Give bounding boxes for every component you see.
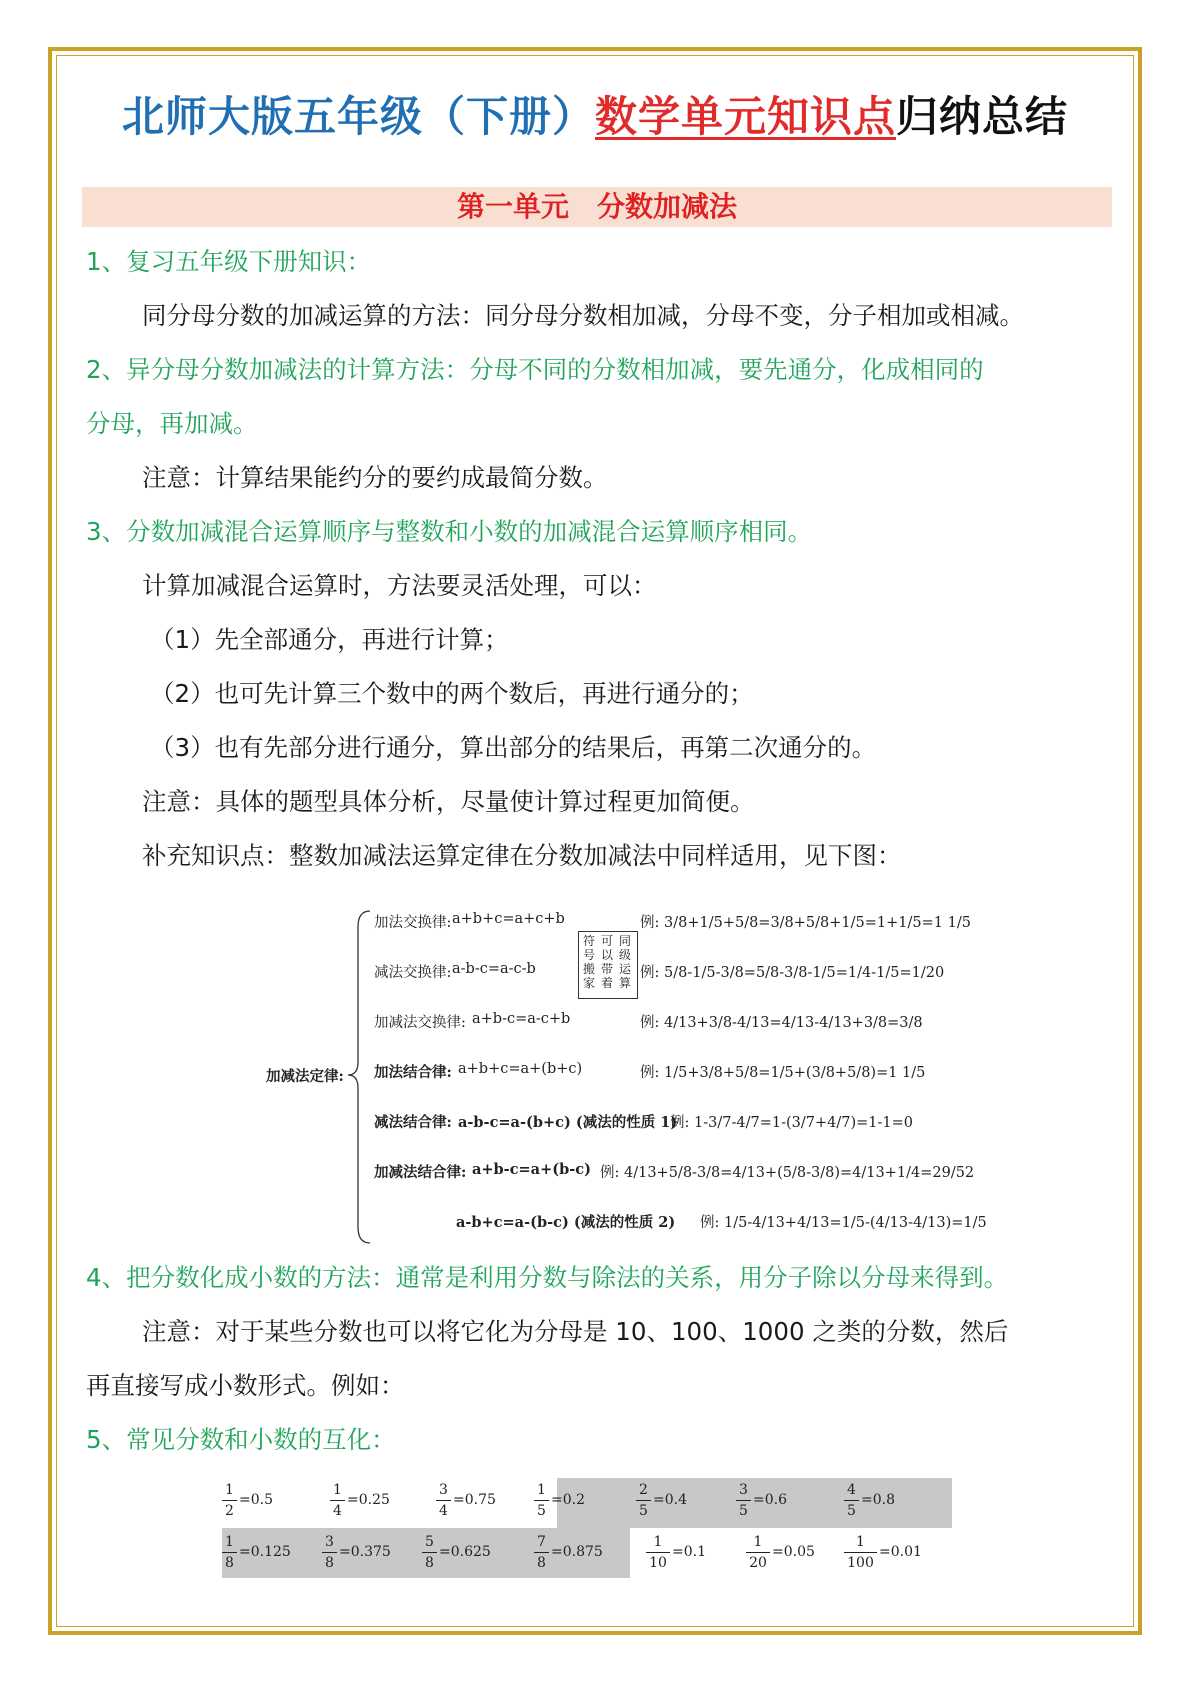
numerator: 1 — [330, 1480, 345, 1501]
numerator: 1 — [534, 1480, 549, 1501]
fraction — [844, 1532, 877, 1573]
section-5-heading: 5、常见分数和小数的互化： — [86, 1425, 396, 1454]
law-formula-3: a+b+c=a+(b+c) — [458, 1061, 583, 1077]
numerator: 3 — [322, 1532, 337, 1553]
law-formula-0: a+b+c=a+c+b — [452, 911, 565, 927]
law-name-0: 加法交换律: — [374, 915, 452, 931]
numerator: 1 — [222, 1480, 237, 1501]
decimal-value: =0.01 — [879, 1544, 922, 1560]
section-3-note: 注意：具体的题型具体分析，尽量使计算过程更加简便。 — [142, 787, 755, 816]
law-example-1: 例: 5/8-1/5-3/8=5/8-3/8-1/5=1/4-1/5=1/20 — [640, 965, 945, 981]
numerator: 4 — [844, 1480, 859, 1501]
law-name-2: 加减法交换律: — [374, 1015, 466, 1031]
fraction — [746, 1532, 770, 1573]
law-formula-5: a+b-c=a+(b-c) — [472, 1161, 591, 1178]
section-3-supplement: 补充知识点：整数加减法运算定律在分数加减法中同样适用，见下图： — [142, 841, 902, 870]
note-box-col-1: 符号搬家 — [582, 934, 595, 990]
law-formula-6: a-b+c=a-(b-c) (减法的性质 2) — [456, 1214, 676, 1231]
decimal-value: =0.375 — [339, 1544, 391, 1560]
numerator: 2 — [636, 1480, 651, 1501]
decimal-value: =0.875 — [551, 1544, 603, 1560]
section-1-text: 同分母分数的加减运算的方法：同分母分数相加减，分母不变，分子相加或相减。 — [142, 301, 1024, 330]
fraction — [422, 1532, 437, 1573]
section-4-note-line-2: 再直接写成小数形式。例如： — [86, 1371, 405, 1400]
law-formula-1: a-b-c=a-c-b — [452, 961, 536, 977]
fraction — [222, 1532, 237, 1573]
denominator: 8 — [425, 1555, 434, 1571]
denominator: 4 — [333, 1503, 342, 1519]
law-example-6: 例: 1/5-4/13+4/13=1/5-(4/13-4/13)=1/5 — [700, 1215, 987, 1231]
fraction — [534, 1480, 549, 1521]
section-2-line-1: 2、异分母分数加减法的计算方法：分母不同的分数相加减，要先通分，化成相同的 — [86, 355, 984, 384]
denominator: 8 — [325, 1555, 334, 1571]
numerator: 5 — [422, 1532, 437, 1553]
fraction — [646, 1532, 670, 1573]
law-name-1: 减法交换律: — [374, 965, 452, 981]
fraction — [330, 1480, 345, 1521]
title-part-grade: 北师大版五年级（下册） — [121, 92, 595, 141]
section-3-intro: 计算加减混合运算时，方法要灵活处理，可以： — [142, 571, 657, 600]
law-example-2: 例: 4/13+3/8-4/13=4/13-4/13+3/8=3/8 — [640, 1015, 923, 1031]
page-title — [0, 84, 1190, 144]
numerator: 1 — [646, 1532, 670, 1553]
decimal-value: =0.4 — [653, 1492, 687, 1508]
section-2-line-2: 分母，再加减。 — [86, 409, 258, 438]
numerator: 1 — [222, 1532, 237, 1553]
section-4-note-line-1: 注意：对于某些分数也可以将它化为分母是 10、100、1000 之类的分数，然后 — [142, 1317, 1009, 1346]
law-example-3: 例: 1/5+3/8+5/8=1/5+(3/8+5/8)=1 1/5 — [640, 1065, 926, 1081]
title-part-summary: 归纳总结 — [896, 92, 1069, 141]
law-name-3: 加法结合律: — [374, 1064, 452, 1081]
decimal-value: =0.05 — [772, 1544, 815, 1560]
section-4-heading: 4、把分数化成小数的方法：通常是利用分数与除法的关系，用分子除以分母来得到。 — [86, 1263, 1009, 1292]
title-part-highlight: 数学单元知识点 — [594, 92, 896, 141]
fraction — [736, 1480, 751, 1521]
numerator: 1 — [746, 1532, 770, 1553]
numerator: 7 — [534, 1532, 549, 1553]
note-box — [578, 931, 638, 999]
decimal-value: =0.75 — [453, 1492, 496, 1508]
section-2-note: 注意：计算结果能约分的要约成最简分数。 — [142, 463, 608, 492]
section-3-item-1: （1）先全部通分，再进行计算； — [150, 625, 509, 654]
denominator: 10 — [649, 1555, 667, 1571]
denominator: 4 — [439, 1503, 448, 1519]
denominator: 5 — [847, 1503, 856, 1519]
note-box-col-2: 可以带着 — [600, 934, 613, 990]
denominator: 8 — [225, 1555, 234, 1571]
numerator: 1 — [844, 1532, 877, 1553]
decimal-value: =0.25 — [347, 1492, 390, 1508]
decimal-value: =0.6 — [753, 1492, 787, 1508]
denominator: 5 — [537, 1503, 546, 1519]
numerator: 3 — [736, 1480, 751, 1501]
section-3-heading: 3、分数加减混合运算顺序与整数和小数的加减混合运算顺序相同。 — [86, 517, 813, 546]
denominator: 20 — [749, 1555, 767, 1571]
decimal-value: =0.1 — [672, 1544, 706, 1560]
section-1-heading: 1、复习五年级下册知识： — [86, 247, 372, 276]
laws-root-label: 加减法定律: — [266, 1068, 344, 1085]
decimal-value: =0.625 — [439, 1544, 491, 1560]
law-example-5: 例: 4/13+5/8-3/8=4/13+(5/8-3/8)=4/13+1/4=29/52 — [600, 1165, 975, 1181]
fraction — [436, 1480, 451, 1521]
conversion-table — [222, 1478, 982, 1580]
law-formula-2: a+b-c=a-c+b — [472, 1011, 571, 1027]
denominator: 8 — [537, 1555, 546, 1571]
denominator: 2 — [225, 1503, 234, 1519]
fraction — [636, 1480, 651, 1521]
note-box-col-3: 同级运算 — [618, 934, 631, 990]
fraction — [322, 1532, 337, 1573]
decimal-value: =0.2 — [551, 1492, 585, 1508]
numerator: 3 — [436, 1480, 451, 1501]
law-example-0: 例: 3/8+1/5+5/8=3/8+5/8+1/5=1+1/5=1 1/5 — [640, 915, 971, 931]
unit-heading: 第一单元 分数加减法 — [82, 187, 1112, 227]
denominator: 5 — [639, 1503, 648, 1519]
law-name-5: 加减法结合律: — [374, 1164, 467, 1181]
decimal-value: =0.8 — [861, 1492, 895, 1508]
decimal-value: =0.125 — [239, 1544, 291, 1560]
decimal-value: =0.5 — [239, 1492, 273, 1508]
denominator: 100 — [847, 1555, 874, 1571]
fraction — [844, 1480, 859, 1521]
laws-diagram — [260, 897, 987, 1249]
denominator: 5 — [739, 1503, 748, 1519]
fraction — [222, 1480, 237, 1521]
section-3-item-3: （3）也有先部分进行通分，算出部分的结果后，再第二次通分的。 — [150, 733, 877, 762]
section-3-item-2: （2）也可先计算三个数中的两个数后，再进行通分的； — [150, 679, 754, 708]
fraction — [534, 1532, 549, 1573]
law-formula-4: a-b-c=a-(b+c) (减法的性质 1) — [458, 1114, 678, 1131]
law-example-4: 例: 1-3/7-4/7=1-(3/7+4/7)=1-1=0 — [670, 1115, 913, 1131]
law-name-4: 减法结合律: — [374, 1114, 452, 1131]
